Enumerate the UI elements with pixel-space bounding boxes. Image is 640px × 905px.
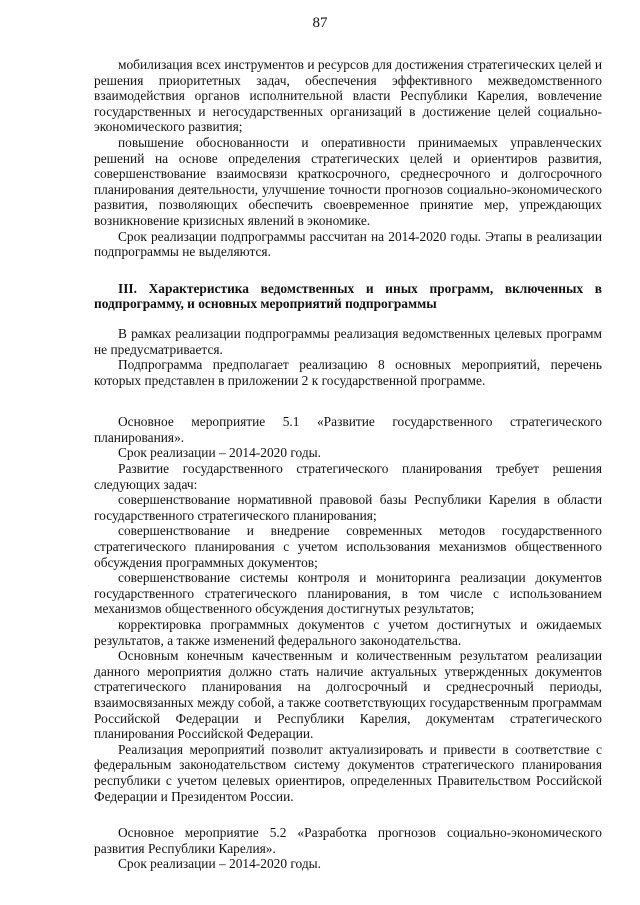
paragraph: Основное мероприятие 5.2 «Разработка прогнозов социально-экономического развития Республики Карелия».	[94, 825, 602, 856]
paragraph: Срок реализации подпрограммы рассчитан на 2014-2020 годы. Этапы в реализации подпрограммы не выделяются.	[94, 228, 602, 260]
paragraph: Подпрограмма предполагает реализацию 8 основных мероприятий, перечень которых представлен в приложении 2 к государственной программе.	[94, 357, 602, 388]
paragraph: В рамках реализации подпрограммы реализация ведомственных целевых программ не предусматривается.	[94, 325, 602, 357]
paragraph: Развитие государственного стратегического планирования требует решения следующих задач:	[94, 461, 602, 492]
section-heading: III. Характеристика ведомственных и иных программ, включенных в подпрограмму, и основных мероприятий подпрограммы	[94, 280, 602, 312]
paragraph: корректировка программных документов с учетом достигнутых и ожидаемых результатов, а также изменений федерального законодательства.	[94, 617, 602, 648]
paragraph: Основным конечным качественным и количественным результатом реализации данного мероприятия должно стать наличие актуальных утвержденных документов стратегического планирования на долгосрочный и среднесрочный периоды, взаимосвязанных между собой, а также соответствующих государственным программам Российской Федерации и Республики Карелия, документам стратегического планирования Российской Федерации.	[94, 648, 602, 742]
paragraph: Срок реализации – 2014-2020 годы.	[118, 856, 322, 872]
paragraph: совершенствование нормативной правовой базы Республики Карелия в области государственного стратегического планирования;	[94, 492, 602, 523]
paragraph: повышение обоснованности и оперативности принимаемых управленческих решений на основе определения стратегических целей и ориентиров развития, совершенствование взаимосвязи краткосрочного, среднесрочного и долгосрочного планирования деятельности, улучшение точности прогнозов социально-экономического развития, позволяющих обеспечить своевременное принятие мер, упреждающих возникновение кризисных явлений в экономике.	[94, 134, 602, 228]
paragraph: Срок реализации – 2014-2020 годы.	[118, 445, 322, 461]
page-number: 87	[312, 15, 328, 31]
paragraph: совершенствование системы контроля и мониторинга реализации документов государственного стратегического планирования, в том числе с использованием механизмов общественного обсуждения достигнутых результатов;	[94, 570, 602, 617]
document-body	[94, 57, 602, 872]
paragraph: мобилизация всех инструментов и ресурсов для достижения стратегических целей и решения приоритетных задач, обеспечения эффективного межведомственного взаимодействия органов исполнительной власти Республики Карелия, вовлечение государственных и негосударственных организаций в достижение целей социально-экономического развития;	[94, 57, 602, 135]
paragraph: совершенствование и внедрение современных методов государственного стратегического планирования с учетом использования механизмов общественного обсуждения программных документов;	[94, 523, 602, 570]
paragraph: Основное мероприятие 5.1 «Развитие государственного стратегического планирования».	[94, 414, 602, 445]
paragraph: Реализация мероприятий позволит актуализировать и привести в соответствие с федеральным законодательством систему документов стратегического планирования республики с учетом целевых ориентиров, определенных Правительством Российской Федерации и Президентом России.	[94, 741, 602, 804]
